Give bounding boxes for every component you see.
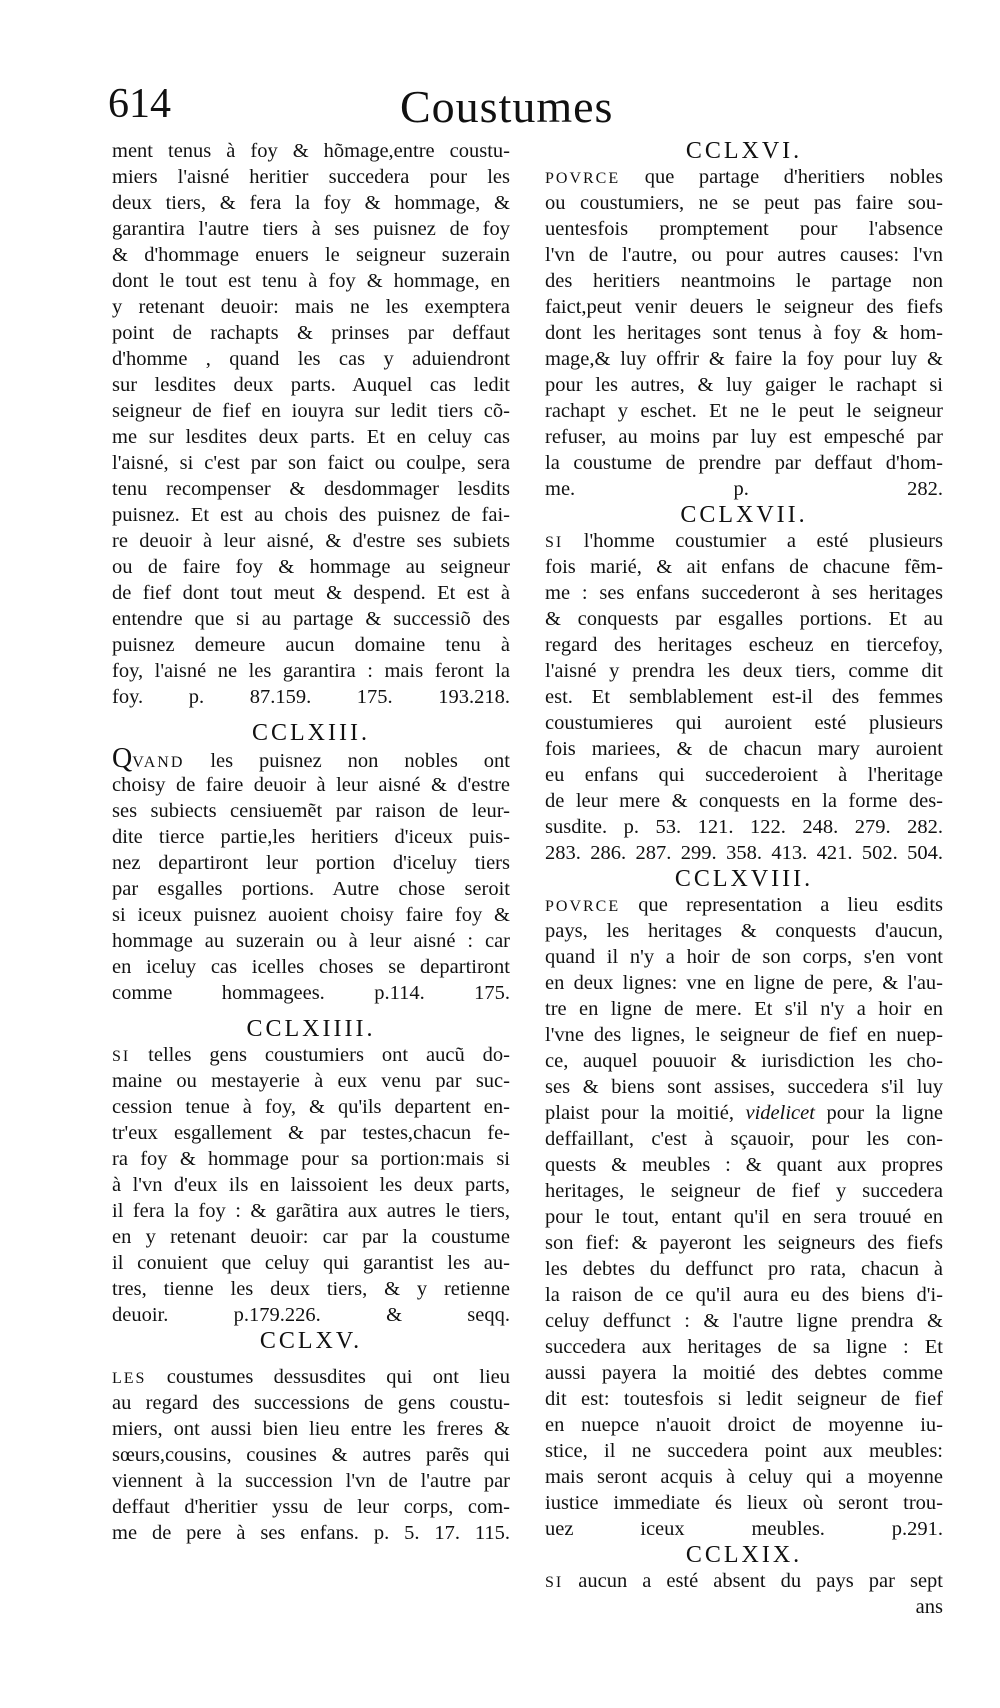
- page-references: p.291.: [891, 1518, 943, 1540]
- text-line: faict,peut venir deuers le seigneur des fiefs: [545, 296, 943, 318]
- text-line: l'aisné y prendra les deux tiers, comme dit: [545, 660, 943, 682]
- text-line: en deux lignes: vne en ligne de pere, & l'au-: [545, 972, 943, 994]
- text-line: me sur lesdites deux parts. Et en celuy cas: [112, 426, 510, 448]
- text-line: dont les heritages sont tenus à foy & hom-: [545, 322, 943, 344]
- lead-small-caps: LES: [112, 1370, 147, 1387]
- article-heading: CCLXV.: [259, 1328, 363, 1354]
- article-body: [112, 1364, 510, 1546]
- page-references: p. 87.159. 175. 193.218.: [188, 686, 510, 708]
- text-line: [545, 164, 943, 190]
- lead-small-caps: SI: [545, 1574, 564, 1591]
- page-number: 614: [108, 81, 171, 127]
- text-line: en nuepce n'auoit droict de moyenne iu-: [545, 1414, 943, 1436]
- text-line: regard des heritages escheuz en tiercefoy,: [545, 634, 943, 656]
- text-line: pour les autres, & luy gaiger le rachapt si: [545, 374, 943, 396]
- line-end-text: uez iceux meubles.: [545, 1518, 825, 1540]
- text-line: [112, 1042, 510, 1068]
- text-line: de leur mere & conquests en la forme des-: [545, 790, 943, 812]
- text-span: que partage d'heritiers nobles: [620, 166, 943, 188]
- text-line: nez departiront leur portion d'iceluy tiers: [112, 852, 510, 874]
- text-line: quand il n'y a hoir de son corps, s'en vont: [545, 946, 943, 968]
- page-reference-line: [545, 814, 943, 840]
- lead-small-caps: SI: [112, 1048, 131, 1065]
- article-body: [112, 1042, 510, 1328]
- text-line: quests & meubles : & quant aux propres: [545, 1154, 943, 1176]
- text-span: aucun a esté absent du pays par sept: [563, 1570, 943, 1592]
- text-line: deffaillant, c'est à sçauoir, pour les con-: [545, 1128, 943, 1150]
- text-line: ra foy & hommage pour sa portion:mais si: [112, 1148, 510, 1170]
- text-line: tre en ligne de mere. Et s'il n'y a hoir en: [545, 998, 943, 1020]
- text-line: il conuient que celuy qui garantist les au-: [112, 1252, 510, 1274]
- article-heading: CCLXVIII.: [674, 866, 814, 892]
- text-line: cession tenue à foy, & qu'ils departent en-: [112, 1096, 510, 1118]
- text-line: dont le tout est tenu à foy & hommage, en: [112, 270, 510, 292]
- text-line: mage,& luy offrir & faire la foy pour luy &: [545, 348, 943, 370]
- text-line: la coustume de prendre par deffaut d'hom-: [545, 452, 943, 474]
- text-line: y retenant deuoir: mais ne les exemptera: [112, 296, 510, 318]
- text-line: [112, 746, 510, 772]
- text-line: viennent à la succession l'vn de l'autre par: [112, 1470, 510, 1492]
- text-line: & conquests par esgalles portions. Et au: [545, 608, 943, 630]
- text-line: dit est: toutesfois si ledit seigneur de fief: [545, 1388, 943, 1410]
- text-line: aussi payera la moitié des debtes comme: [545, 1362, 943, 1384]
- line-end-text: me de pere à ses enfans.: [112, 1522, 359, 1544]
- text-line: me : ses enfans succederont à ses heritages: [545, 582, 943, 604]
- text-line: re deuoir à leur aisné, & d'estre ses subiets: [112, 530, 510, 552]
- text-line: est. Et semblablement est-il des femmes: [545, 686, 943, 708]
- text-line: au regard des successions de gens coustu-: [112, 1392, 510, 1414]
- text-line: l'vn de l'autre, ou pour autres causes: l'vn: [545, 244, 943, 266]
- catchword: ans: [915, 1596, 943, 1618]
- text-line: mais seront acquis à celuy qui a moyenne: [545, 1466, 943, 1488]
- text-line: son fief: & payeront les seigneurs des fiefs: [545, 1232, 943, 1254]
- text-line: fois marié, & ait enfans de chacune fẽm-: [545, 556, 943, 578]
- text-line: uentesfois promptement pour l'absence: [545, 218, 943, 240]
- text-line: eu enfans qui succederoient à l'heritage: [545, 764, 943, 786]
- article-heading: CCLXIIII.: [246, 1016, 376, 1042]
- page-reference-line: [112, 1520, 510, 1546]
- text-line: des heritiers neantmoins le partage non: [545, 270, 943, 292]
- text-line: tres, tienne les deux tiers, & y retienne: [112, 1278, 510, 1300]
- article-heading: CCLXIII.: [252, 720, 370, 746]
- text-line: sur lesdites deux parts. Auquel cas ledit: [112, 374, 510, 396]
- text-span: telles gens coustumiers ont aucũ do-: [130, 1044, 510, 1066]
- text-line: sœurs,cousins, cousines & autres parẽs qui: [112, 1444, 510, 1466]
- text-line: ment tenus à foy & hõmage,entre coustu-: [112, 140, 510, 162]
- text-line: refuser, au moins par luy est empesché par: [545, 426, 943, 448]
- drop-initial: Q: [112, 746, 133, 772]
- text-line: tr'eux esgallement & par testes,chacun fe-: [112, 1122, 510, 1144]
- text-line: puisnez. Et est au chois des puisnez de fai-: [112, 504, 510, 526]
- text-line: tenu recompenser & desdommager lesdits: [112, 478, 510, 500]
- article-heading: CCLXVI.: [685, 138, 803, 164]
- text-line: ses & biens sont assises, succedera s'il luy: [545, 1076, 943, 1098]
- text-line: coustumieres qui auroient esté plusieurs: [545, 712, 943, 734]
- running-title: Coustumes: [400, 81, 614, 132]
- text-line: [545, 1568, 943, 1594]
- text-line: puisnez demeure aucun domaine tenu à: [112, 634, 510, 656]
- lead-small-caps: POVRCE: [545, 170, 621, 187]
- page-references: p. 282.: [733, 478, 943, 500]
- text-line: par esgalles portions. Autre chose seroit: [112, 878, 510, 900]
- article-heading: CCLXIX.: [685, 1542, 803, 1568]
- text-span: plaist pour la moitié,: [545, 1102, 746, 1124]
- text-span: pour la ligne: [814, 1102, 943, 1124]
- text-line: ou de faire foy & hommage au seigneur: [112, 556, 510, 578]
- page-references: p.179.226. & seqq.: [233, 1304, 510, 1326]
- article-body: [545, 528, 943, 866]
- text-line: heritages, le seigneur de fief y succedera: [545, 1180, 943, 1202]
- text-line: deffaut d'heritier yssu de leur corps, com-: [112, 1496, 510, 1518]
- text-line: l'aisné, si c'est par son faict ou coulpe, sera: [112, 452, 510, 474]
- text-line: miers, ont aussi bien lieu entre les freres &: [112, 1418, 510, 1440]
- text-line: [112, 1364, 510, 1390]
- text-line: pour le tout, entant qu'il en sera trouué en: [545, 1206, 943, 1228]
- text-line: dite tierce partie,les heritiers d'iceux puis-: [112, 826, 510, 848]
- text-line: succedera aux heritages de sa ligne : Et: [545, 1336, 943, 1358]
- text-line: ce, auquel pouuoir & iurisdiction les cho-: [545, 1050, 943, 1072]
- lead-small-caps: VAND: [132, 754, 185, 771]
- text-line: en y retenant deuoir: car par la coustume: [112, 1226, 510, 1248]
- left-column: [112, 138, 510, 1546]
- text-line: il fera la foy : & garãtira aux autres le tiers,: [112, 1200, 510, 1222]
- page-reference-line: [112, 684, 510, 710]
- text-line: point de rachapts & prinses par deffaut: [112, 322, 510, 344]
- article-body: [545, 1568, 943, 1620]
- text-line: garantira l'autre tiers à ses puisnez de foy: [112, 218, 510, 240]
- line-end-text: foy.: [112, 686, 144, 708]
- text-line: miers l'aisné heritier succedera pour les: [112, 166, 510, 188]
- article-body: [112, 746, 510, 1006]
- page-references: p. 53. 121. 122. 248. 279. 282.: [623, 816, 943, 838]
- page-references: p.114. 175.: [374, 982, 510, 1004]
- text-span: coustumes dessusdites qui ont lieu: [146, 1366, 510, 1388]
- article-body: [545, 164, 943, 502]
- text-line: à l'vn d'eux ils en laissoient les deux parts,: [112, 1174, 510, 1196]
- text-line: pays, les heritages & conquests d'aucun,: [545, 920, 943, 942]
- text-line: seigneur de fief en iouyra sur ledit tiers cõ-: [112, 400, 510, 422]
- italic-word: videlicet: [745, 1102, 815, 1124]
- text-line: iustice immediate és lieux où seront trou-: [545, 1492, 943, 1514]
- page-reference-line: [112, 1302, 510, 1328]
- text-line: stice, il ne succedera point aux meubles:: [545, 1440, 943, 1462]
- text-line: de fief dont tout meut & despend. Et est à: [112, 582, 510, 604]
- text-line: ou coustumiers, ne se peut pas faire sou-: [545, 192, 943, 214]
- text-line: ses subiects censiuemẽt par raison de leur-: [112, 800, 510, 822]
- article-body: [545, 892, 943, 1542]
- article-heading: CCLXVII.: [680, 502, 808, 528]
- text-span: les puisnez non nobles ont: [184, 750, 510, 772]
- text-line: deux tiers, & fera la foy & hommage, &: [112, 192, 510, 214]
- text-line: l'vne des lignes, le seigneur de fief en nuep-: [545, 1024, 943, 1046]
- line-end-text: susdite.: [545, 816, 608, 838]
- text-line: [545, 1100, 943, 1126]
- text-line: rachapt y eschet. Et ne le peut le seigneur: [545, 400, 943, 422]
- lead-small-caps: SI: [545, 534, 564, 551]
- page-references-continued: 283. 286. 287. 299. 358. 413. 421. 502. 504.: [545, 842, 943, 864]
- page-reference-line: [545, 1516, 943, 1542]
- text-line: [545, 892, 943, 918]
- text-line: maine ou mestayerie à eux venu par suc-: [112, 1070, 510, 1092]
- text-line: [545, 528, 943, 554]
- text-line: la raison de ce qu'il aura eu des biens d'i-: [545, 1284, 943, 1306]
- text-line: choisy de faire deuoir à leur aisné & d'estre: [112, 774, 510, 796]
- text-line: foy, l'aisné ne les garantira : mais feront la: [112, 660, 510, 682]
- right-column: [545, 138, 943, 1620]
- text-line: celuy deffunct : & l'autre ligne prendra &: [545, 1310, 943, 1332]
- text-line: & d'hommage enuers le seigneur suzerain: [112, 244, 510, 266]
- page-reference-line: [545, 476, 943, 502]
- text-span: que representation a lieu esdits: [620, 894, 943, 916]
- line-end-text: deuoir.: [112, 1304, 169, 1326]
- text-line: hommage au suzerain ou à leur aisné : car: [112, 930, 510, 952]
- line-end-text: comme hommagees.: [112, 982, 325, 1004]
- text-span: l'homme coustumier a esté plusieurs: [563, 530, 943, 552]
- lead-small-caps: POVRCE: [545, 898, 621, 915]
- section-continued: [112, 138, 510, 710]
- text-line: d'homme , quand les cas y aduiendront: [112, 348, 510, 370]
- text-line: si iceux puisnez auoient choisy faire foy &: [112, 904, 510, 926]
- text-line: en iceluy cas icelles choses se departiront: [112, 956, 510, 978]
- line-end-text: me.: [545, 478, 576, 500]
- text-line: entendre que si au partage & successiõ des: [112, 608, 510, 630]
- page-reference-line: [112, 980, 510, 1006]
- page-references: p. 5. 17. 115.: [373, 1522, 510, 1544]
- text-line: fois mariees, & de chacun mary auroient: [545, 738, 943, 760]
- text-line: les debtes du deffunct pro rata, chacun à: [545, 1258, 943, 1280]
